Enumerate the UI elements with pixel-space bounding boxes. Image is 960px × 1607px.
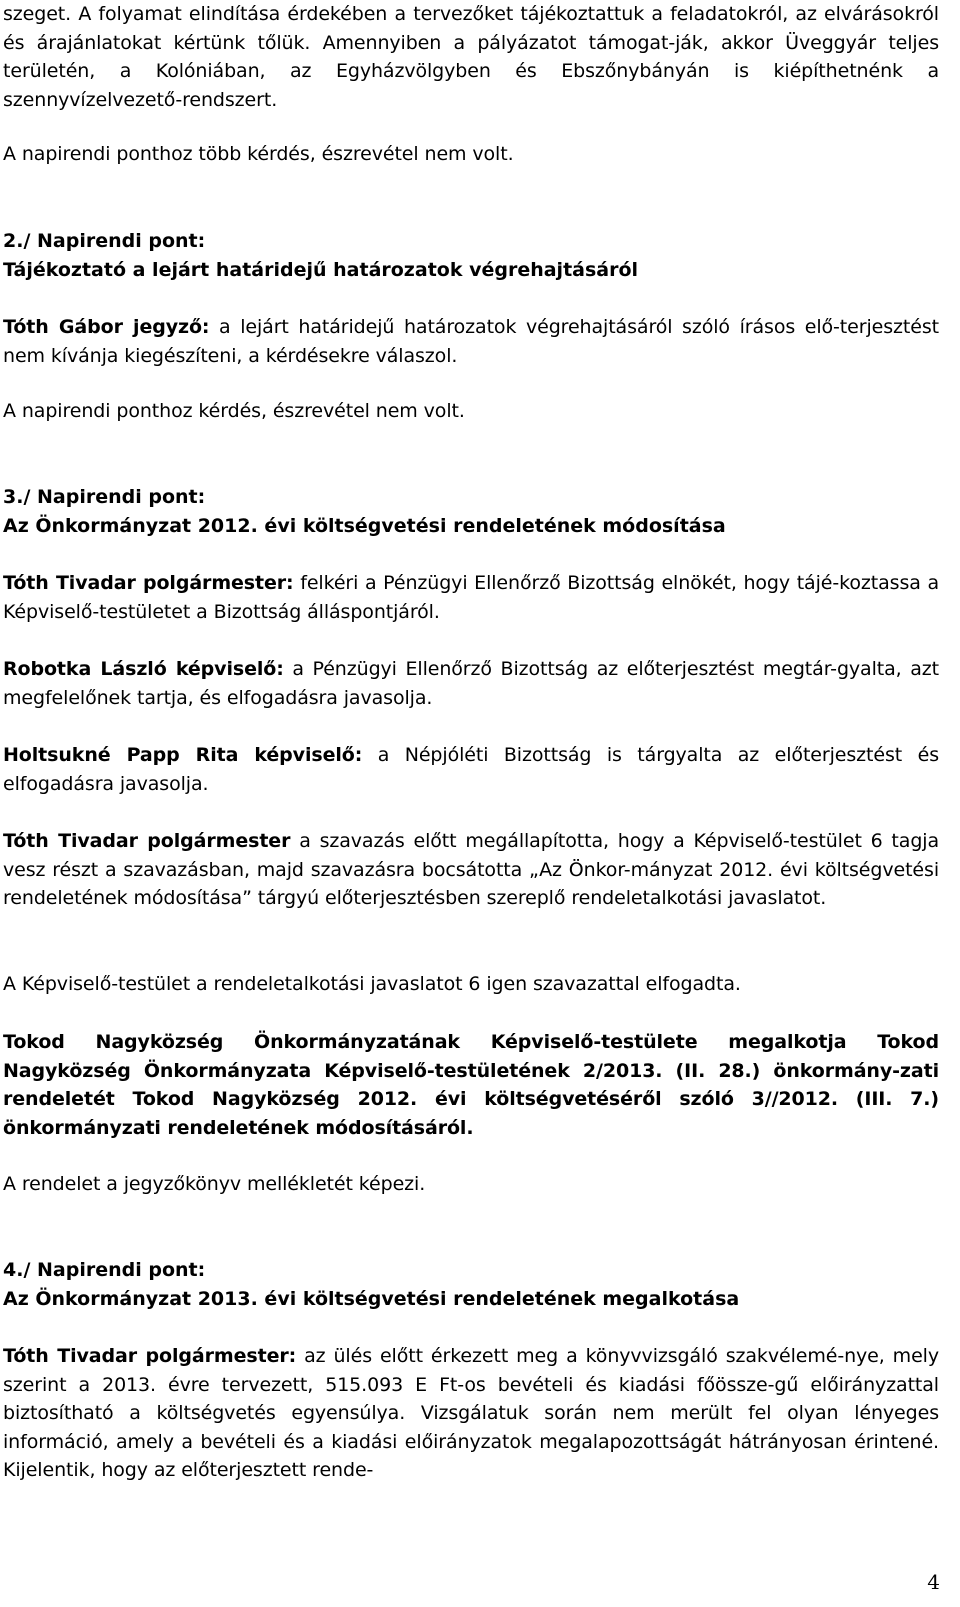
robotka-statement [3,655,939,712]
agenda-item-2-label: 2./ Napirendi pont: [3,230,206,252]
mayor-statement-budget [3,1342,939,1485]
agenda-item-4-title: Az Önkormányzat 2013. évi költségvetési rendeletének megalkotása [3,1288,740,1310]
holtsukne-statement [3,741,939,798]
mayor-statement-1-text: felkéri a Pénzügyi Ellenőrző Bizottság elnökét, hogy tájé-koztassa a Képviselő-testületet a Bizottság álláspontjáról. [3,572,939,623]
mayor-statement-budget-text: az ülés előtt érkezett meg a könyvvizsgáló szakvélemé-nye, mely szerint a 2013. évre tervezett, 515.093 E Ft-os bevételi és kiadási főössze-gű előirányzattal biztosítható a költségvetés egyensúlya. Vizsgálatuk során nem merült fel olyan lényeges információ, amely a bevételi és a kiadási előirányzatok megalapozottságát hátrányosan érintené. Kijelentik, hogy az előterjesztett rende- [3,1345,939,1481]
intro-paragraph [3,0,939,114]
agenda-item-3-heading [3,483,939,541]
no-questions-note-1 [3,140,939,169]
speaker-mayor-2: Tóth Tivadar polgármester [3,830,291,852]
agenda-item-2-title: Tájékoztató a lejárt határidejű határozatok végrehajtásáról [3,259,639,281]
decree-text: Tokod Nagyközség Önkormányzatának Képviselő-testülete megalkotja Tokod Nagyközség Önkormányzata Képviselő-testületének 2/2013. (II. 28.) önkormány-zati rendeletét Tokod Nagyközség 2012. évi költségvetéséről szóló 3//2012. (III. 7.) önkormányzati rendeletének módosításáról. [3,1031,939,1139]
annex-note [3,1170,939,1199]
decree-paragraph [3,1028,939,1142]
agenda-item-3-title: Az Önkormányzat 2012. évi költségvetési rendeletének módosítása [3,515,726,537]
no-questions-text-1: A napirendi ponthoz több kérdés, észrevétel nem volt. [3,143,514,165]
mayor-statement-1 [3,569,939,626]
agenda-item-4-heading [3,1256,939,1314]
holtsukne-statement-text: a Népjóléti Bizottság is tárgyalta az előterjesztést és elfogadásra javasolja. [3,744,939,795]
agenda-item-3-label: 3./ Napirendi pont: [3,486,206,508]
vote-result-text: A Képviselő-testület a rendeletalkotási javaslatot 6 igen szavazattal elfogadta. [3,973,741,995]
no-questions-text-2: A napirendi ponthoz kérdés, észrevétel nem volt. [3,400,465,422]
vote-result [3,970,939,999]
intro-text: szeget. A folyamat elindítása érdekében a tervezőket tájékoztattuk a feladatokról, az elvárásokról és árajánlatokat kértünk tőlük. Amennyiben a pályázatot támogat-ják, akkor Üveggyár teljes területén, a Kolóniában, az Egyházvölgyben és Ebszőnybányán is kiépíthetnénk a szennyvízelvezető-rendszert. [3,3,939,111]
robotka-statement-text: a Pénzügyi Ellenőrző Bizottság az előterjesztést megtár-gyalta, azt megfelelőnek tartja, és elfogadásra javasolja. [3,658,939,709]
agenda-item-4-label: 4./ Napirendi pont: [3,1259,206,1281]
speaker-mayor-1: Tóth Tivadar polgármester: [3,572,294,594]
speaker-notary: Tóth Gábor jegyző: [3,316,210,338]
no-questions-note-2 [3,397,939,426]
mayor-vote-statement [3,827,939,913]
mayor-vote-statement-text: a szavazás előtt megállapította, hogy a Képviselő-testület 6 tagja vesz részt a szavazásban, majd szavazásra bocsátotta „Az Önkor-mányzat 2012. évi költségvetési rendeletének módosítása” tárgyú előterjesztésben szereplő rendeletalkotási javaslatot. [3,830,940,909]
notary-statement [3,313,939,370]
speaker-robotka: Robotka László képviselő: [3,658,284,680]
notary-statement-text: a lejárt határidejű határozatok végrehajtásáról szóló írásos elő-terjesztést nem kívánja kiegészíteni, a kérdésekre válaszol. [3,316,939,367]
agenda-item-2-heading [3,227,939,285]
speaker-holtsukne: Holtsukné Papp Rita képviselő: [3,744,363,766]
speaker-mayor-3: Tóth Tivadar polgármester: [3,1345,297,1367]
page-number: 4 [927,1570,940,1594]
annex-note-text: A rendelet a jegyzőkönyv mellékletét képezi. [3,1173,426,1195]
